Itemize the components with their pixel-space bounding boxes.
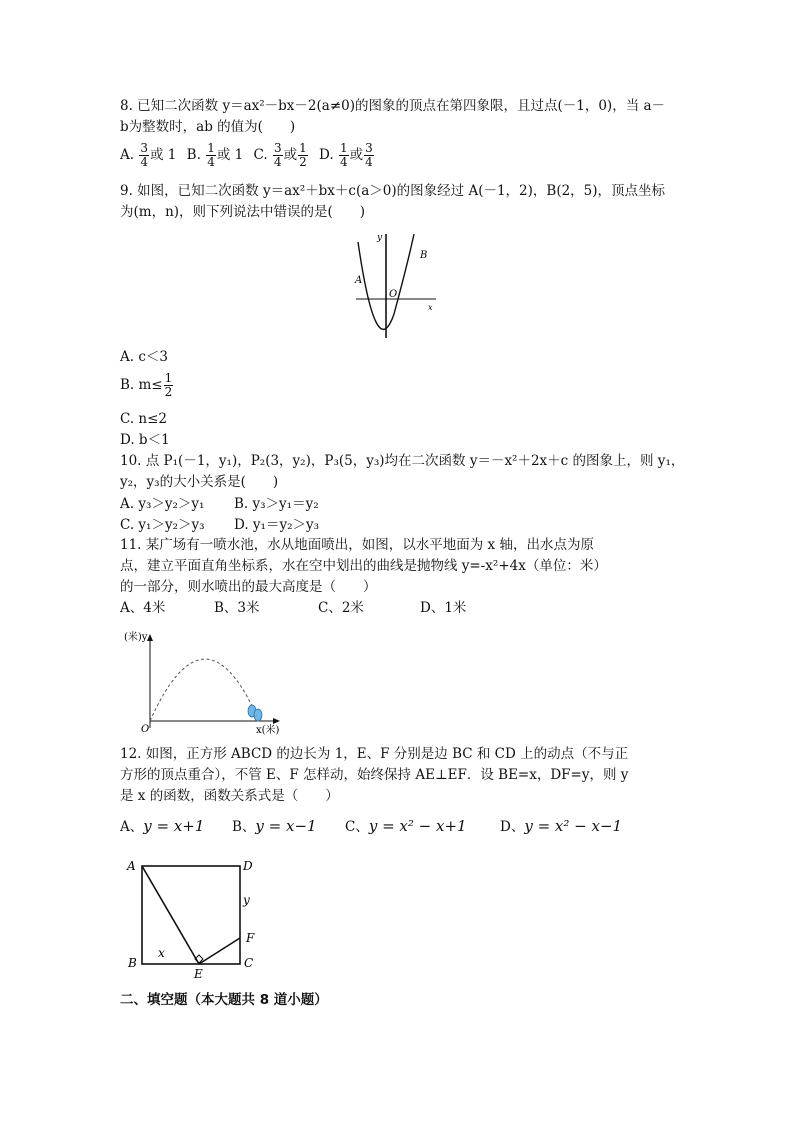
- q12-segment-ef: [199, 938, 240, 964]
- q12-label-a: A: [127, 859, 136, 873]
- q11-water-drop: [254, 709, 262, 721]
- q12-label-d: D: [243, 859, 253, 873]
- q12-label-y: y: [243, 893, 250, 907]
- q12-label-x: x: [158, 946, 165, 960]
- q10-option-d: D. y₁＝y₂＞y₃: [234, 517, 320, 533]
- q8-option-d: D. $\frac{1}{4}$ 或 $\frac{3}{4}$: [319, 141, 373, 169]
- q12-stem-line2: 方形的顶点重合），不管 E、F 怎样动，始终保持 AE⊥EF．设 BE=x，DF=y，则 y: [120, 767, 629, 783]
- q11-label-o: O: [141, 724, 150, 735]
- q11-option-b: B、3米: [214, 600, 260, 616]
- q10-stem-line2: y₂，y₃的大小关系是( ): [120, 474, 279, 490]
- q11-water-arc: [150, 659, 254, 721]
- q12-option-a: A、y = x+1: [120, 817, 205, 835]
- q10-option-b: B. y₃＞y₁＝y₂: [234, 496, 319, 512]
- q11-option-d: D、1米: [420, 600, 467, 616]
- q9-label-x: x: [428, 303, 433, 312]
- q8-stem-line2: b为整数时，ab 的值为( ): [120, 119, 296, 135]
- q11-option-a: A、4米: [120, 600, 166, 616]
- q12-label-c: C: [244, 956, 254, 970]
- q8-stem-line1: 8. 已知二次函数 y＝ax²－bx－2(a≠0)的图象的顶点在第四象限，且过点(－1，0)，当 a－: [120, 98, 666, 114]
- q11-stem-line1: 11. 某广场有一喷水池，水从地面喷出，如图，以水平地面为 x 轴，出水点为原: [120, 537, 594, 553]
- q12-square-figure: [124, 852, 266, 982]
- q8-option-b: B. $\frac{1}{4}$ 或 1: [186, 141, 244, 169]
- q9-stem-line1: 9. 如图，已知二次函数 y＝ax²＋bx＋c(a＞0)的图象经过 A(－1，2)，B(2，5)，顶点坐标: [120, 183, 666, 199]
- q11-label-y: (米)y: [124, 632, 148, 643]
- q9-label-b: B: [420, 250, 428, 261]
- q9-label-a: A: [355, 275, 363, 286]
- q11-option-c: C、2米: [318, 600, 364, 616]
- q12-label-f: F: [246, 931, 255, 945]
- q8-option-c: C. $\frac{3}{4}$ 或 $\frac{1}{2}$: [253, 141, 307, 169]
- q11-y-arrow: [147, 634, 153, 641]
- q8-options: [120, 142, 375, 169]
- q11-fountain-figure: [118, 628, 288, 736]
- q8-option-a: A. $\frac{3}{4}$ 或 1: [120, 141, 177, 169]
- q9-label-o: O: [389, 289, 398, 300]
- q9-option-d: D. b＜1: [120, 432, 170, 448]
- q9-option-c: C. n≤2: [120, 411, 168, 427]
- q10-stem-line1: 10. 点 P₁(－1，y₁)，P₂(3，y₂)，P₃(5，y₃)均在二次函数 y＝－x²＋2x＋c 的图象上，则 y₁，: [120, 453, 685, 469]
- q12-stem-line3: 是 x 的函数，函数关系式是（ ）: [120, 788, 339, 804]
- q11-label-x: x(米): [256, 725, 280, 736]
- q10-option-a: A. y₃＞y₂＞y₁: [120, 496, 205, 512]
- q12-label-e: E: [194, 967, 203, 981]
- q12-option-b: B、y = x−1: [232, 817, 317, 835]
- q10-option-c: C. y₁＞y₂＞y₃: [120, 517, 205, 533]
- q9-parabola-figure: [350, 226, 442, 342]
- q11-stem-line3: 的一部分，则水喷出的最大高度是（ ）: [120, 579, 377, 595]
- q9-option-b: B. m≤ $\frac{1}{2}$: [120, 371, 173, 399]
- section-two-heading: 二、填空题（本大题共 8 道小题）: [120, 992, 328, 1008]
- q12-stem-line1: 12. 如图，正方形 ABCD 的边长为 1，E、F 分别是边 BC 和 CD 上的动点（不与正: [120, 746, 629, 762]
- q12-label-b: B: [128, 956, 137, 970]
- q9-option-a: A. c＜3: [120, 349, 168, 365]
- q9-stem-line2: 为(m，n)，则下列说法中错误的是( ): [120, 204, 366, 220]
- q11-x-arrow: [273, 718, 280, 724]
- q9-label-y: y: [377, 233, 383, 243]
- q12-option-d: D、y = x² − x−1: [500, 817, 623, 835]
- q11-stem-line2: 点，建立平面直角坐标系，水在空中划出的曲线是抛物线 y=-x²+4x（单位：米）: [120, 558, 607, 574]
- q12-segment-ae: [142, 866, 199, 964]
- q12-option-c: C、y = x² − x+1: [345, 817, 467, 835]
